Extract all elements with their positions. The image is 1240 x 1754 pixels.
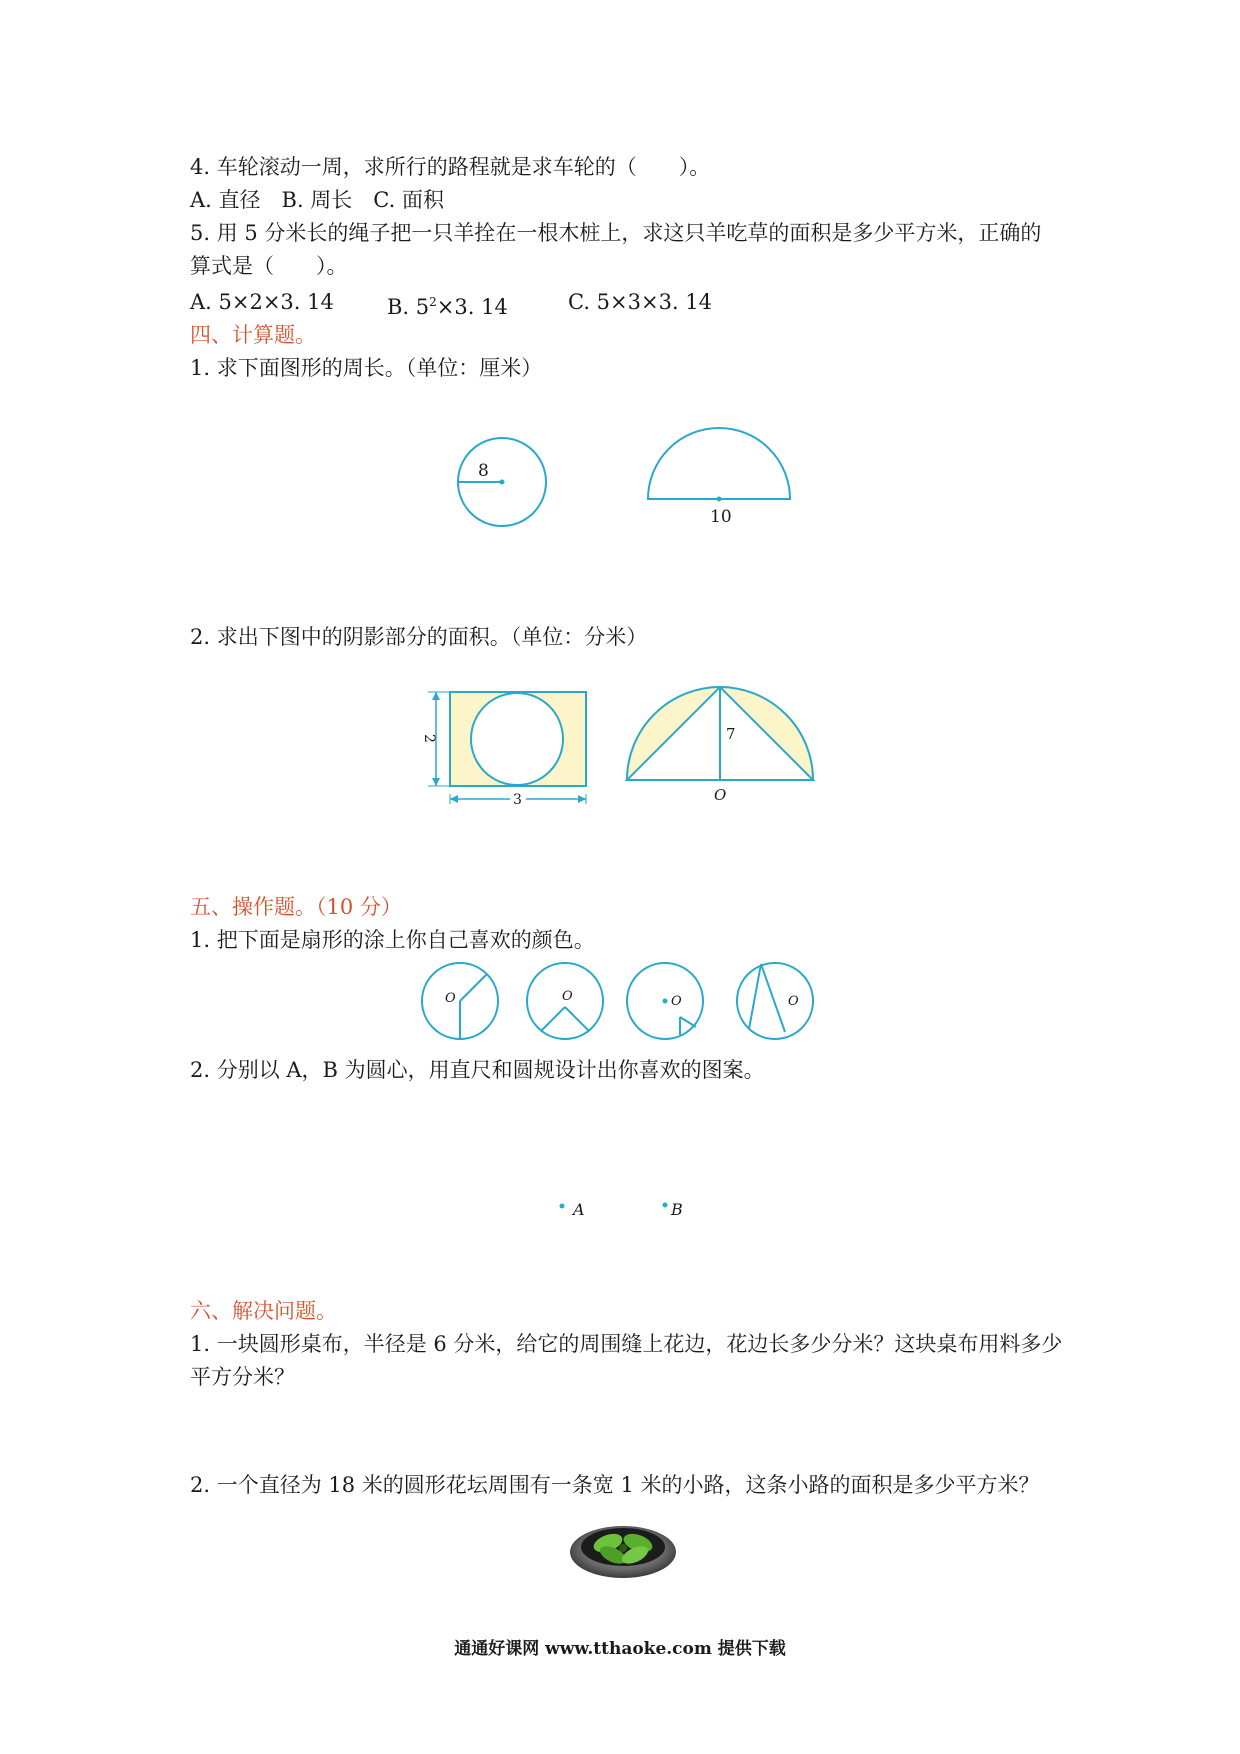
section-4-question-1: 1. 求下面图形的周长。（单位：厘米）	[190, 356, 543, 380]
rectangle-circle-figure	[421, 692, 586, 808]
circle-option-3	[627, 963, 703, 1039]
circle-1-center-label: O	[445, 991, 456, 1006]
section-6-question-1-line2: 平方分米？	[190, 1365, 295, 1389]
point-b-label: B	[671, 1200, 683, 1219]
semicircle-height-label: 7	[726, 725, 736, 743]
semicircle-figure	[648, 428, 790, 527]
question-4-options: A. 直径 B. 周长 C. 面积	[190, 188, 444, 212]
section-4-question-2: 2. 求出下图中的阴影部分的面积。（单位：分米）	[190, 625, 648, 649]
shaded-area-figures	[420, 682, 820, 812]
semicircle-center-label: O	[714, 786, 727, 804]
semicircle-diameter-label: 10	[710, 507, 732, 527]
option-c: C. 5×3×3. 14	[568, 290, 713, 314]
option-b: B. $5^2\times 3$. 14	[387, 295, 508, 319]
perimeter-figures	[440, 420, 820, 540]
section-6-question-1-line1: 1. 一块圆形桌布，半径是 6 分米，给它的周围缝上花边，花边长多少分米？这块桌布用料多少	[190, 1332, 1063, 1356]
question-5-options	[190, 287, 713, 319]
flower-bed-image	[568, 1515, 678, 1581]
question-4: 4. 车轮滚动一周，求所行的路程就是求车轮的（ ）。	[190, 155, 711, 179]
circle-option-4	[737, 963, 813, 1039]
rect-height-label: 2	[421, 734, 437, 743]
rect-width-label: 3	[513, 792, 522, 808]
sector-circles	[415, 957, 835, 1047]
footer: 通通好课网 www.tthaoke.com 提供下载	[454, 1639, 786, 1659]
circle-option-1	[422, 963, 498, 1039]
points-ab	[550, 1195, 700, 1225]
circle-3-center-label: O	[671, 994, 682, 1009]
question-5-line2: 算式是（ ）。	[190, 254, 348, 278]
section-6-question-2: 2. 一个直径为 18 米的圆形花坛周围有一条宽 1 米的小路，这条小路的面积是多少平方米？	[190, 1473, 1040, 1497]
option-a: A. 5×2×3. 14	[190, 290, 334, 314]
section-5-title: 五、操作题。（10 分）	[190, 895, 402, 919]
section-6-title: 六、解决问题。	[190, 1299, 337, 1323]
point-a-label: A	[573, 1200, 585, 1219]
section-4-title: 四、计算题。	[190, 323, 316, 347]
circle-option-2	[527, 963, 603, 1039]
circle-2-center-label: O	[562, 989, 573, 1004]
circle-figure	[458, 438, 546, 526]
circle-radius-label: 8	[478, 461, 489, 481]
section-5-question-2: 2. 分别以 A，B 为圆心，用直尺和圆规设计出你喜欢的图案。	[190, 1058, 765, 1082]
section-5-question-1: 1. 把下面是扇形的涂上你自己喜欢的颜色。	[190, 928, 595, 952]
semicircle-triangle-figure	[627, 687, 813, 804]
circle-4-center-label: O	[788, 994, 799, 1009]
question-5-line1: 5. 用 5 分米长的绳子把一只羊拴在一根木桩上，求这只羊吃草的面积是多少平方米，正确的	[190, 221, 1042, 245]
